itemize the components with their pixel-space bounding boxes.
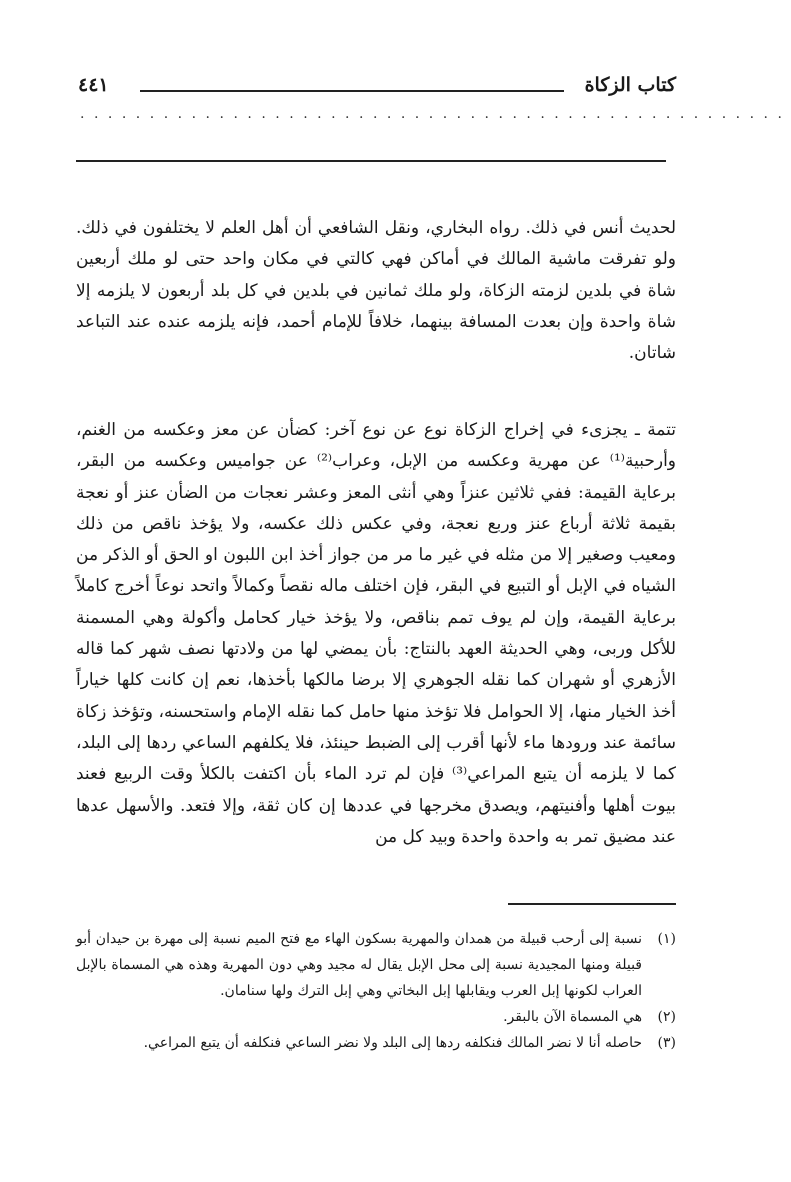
main-text-paragraph-1: [76, 213, 676, 369]
running-header: [78, 72, 676, 102]
header-rule: [140, 90, 564, 92]
chapter-title: كتاب الزكاة: [584, 74, 676, 96]
footnote-1: [76, 926, 676, 1004]
footnote-text: نسبة إلى أرحب قبيلة من همدان والمهرية بسكون الهاء مع فتح الميم نسبة إلى مهرة بن حيدان أبو قبيلة ومنها المجيدية نسبة إلى محل الإبل يقال له مجيد وهي دون المهرية وهذه هي المسماة بالإبل العراب لكونها إبل العرب ويقابلها إبل البخاتي وهي إبل الترك ولها سنامان.: [76, 931, 642, 999]
dotted-separator: ...................................................: [80, 106, 791, 122]
paragraph-text: تتمة ـ يجزىء في إخراج الزكاة نوع عن نوع آخر: كضأن عن معز وعكسه من الغنم، وأرحبية⁽¹⁾ عن مهرية وعكسه من الإبل، وعراب⁽²⁾ عن جواميس وعكسه من البقر، برعاية القيمة: ففي ثلاثين عنزاً وهي أنثى المعز وعشر نعجات من الضأن عنز أو نعجة بقيمة ثلاثة أرباع عنز وربع نعجة، وفي عكس ذلك عكسه، ولا يؤخذ ناقص من ذلك ومعيب وصغير إلا من مثله في غير ما مر من جواز أخذ ابن اللبون او الحق أو الذكر من الشياه في الإبل أو التبيع في البقر، فإن اختلف ماله نقصاً وكمالاً واتحد نوعاً أخرج كاملاً برعاية القيمة، وإن لم يوف تمم بناقص، ولا يؤخذ خيار كحامل وأكولة وهي المسمنة للأكل وربى، وهي الحديثة العهد بالنتاج: بأن يمضي لها من ولادتها نصف شهر كما قاله الأزهري أو شهران كما نقله الجوهري إلا برضا مالكها بأخذها، نعم إن كانت كلها خياراً أخذ الخيار منها، إلا الحوامل فلا تؤخذ منها حامل كما نقله الإمام واستحسنه، وتؤخذ زكاة سائمة عند ورودها ماء لأنها أقرب إلى الضبط حينئذ، فلا يكلفهم الساعي ردها إلى البلد، كما لا يلزمه أن يتبع المراعي⁽³⁾ فإن لم ترد الماء بأن اكتفت بالكلأ وقت الربيع فعند بيوت أهلها وأفنيتهم، ويصدق مخرجها في عددها إن كان ثقة، وإلا فتعد. والأسهل عدها عند مضيق تمر به واحدة واحدة وبيد كل من: [76, 420, 676, 847]
margin-commentary-rule: [76, 160, 666, 162]
paragraph-text: لحديث أنس في ذلك. رواه البخاري، ونقل الشافعي أن أهل العلم لا يختلفون في ذلك. ولو تفرقت ماشية المالك في أماكن فهي كالتي في مكان واحد حتى لو ملك أربعين شاة في بلدين لزمته الزكاة، ولو ملك ثمانين في بلدين في كل بلد أربعون لا يلزمه إلا شاة واحدة وإن بعدت المسافة بينهما، خلافاً للإمام أحمد، فإنه يلزمه عنده عند التباعد شاتان.: [76, 218, 676, 364]
footnote-rule: [508, 903, 676, 905]
footnote-number: (٣): [657, 1035, 676, 1051]
footnote-2: [76, 1004, 676, 1030]
footnote-number: (٢): [657, 1009, 676, 1025]
footnote-number: (١): [657, 931, 676, 947]
page-number: ٤٤١: [78, 74, 109, 96]
footnotes: [76, 926, 676, 1056]
main-text-paragraph-2: [76, 415, 676, 853]
footnote-3: [76, 1030, 676, 1056]
footnote-text: هي المسماة الآن بالبقر.: [503, 1009, 642, 1025]
footnote-text: حاصله أنا لا نضر المالك فنكلفه ردها إلى البلد ولا نضر الساعي فنكلفه أن يتبع المراعي.: [143, 1035, 642, 1051]
